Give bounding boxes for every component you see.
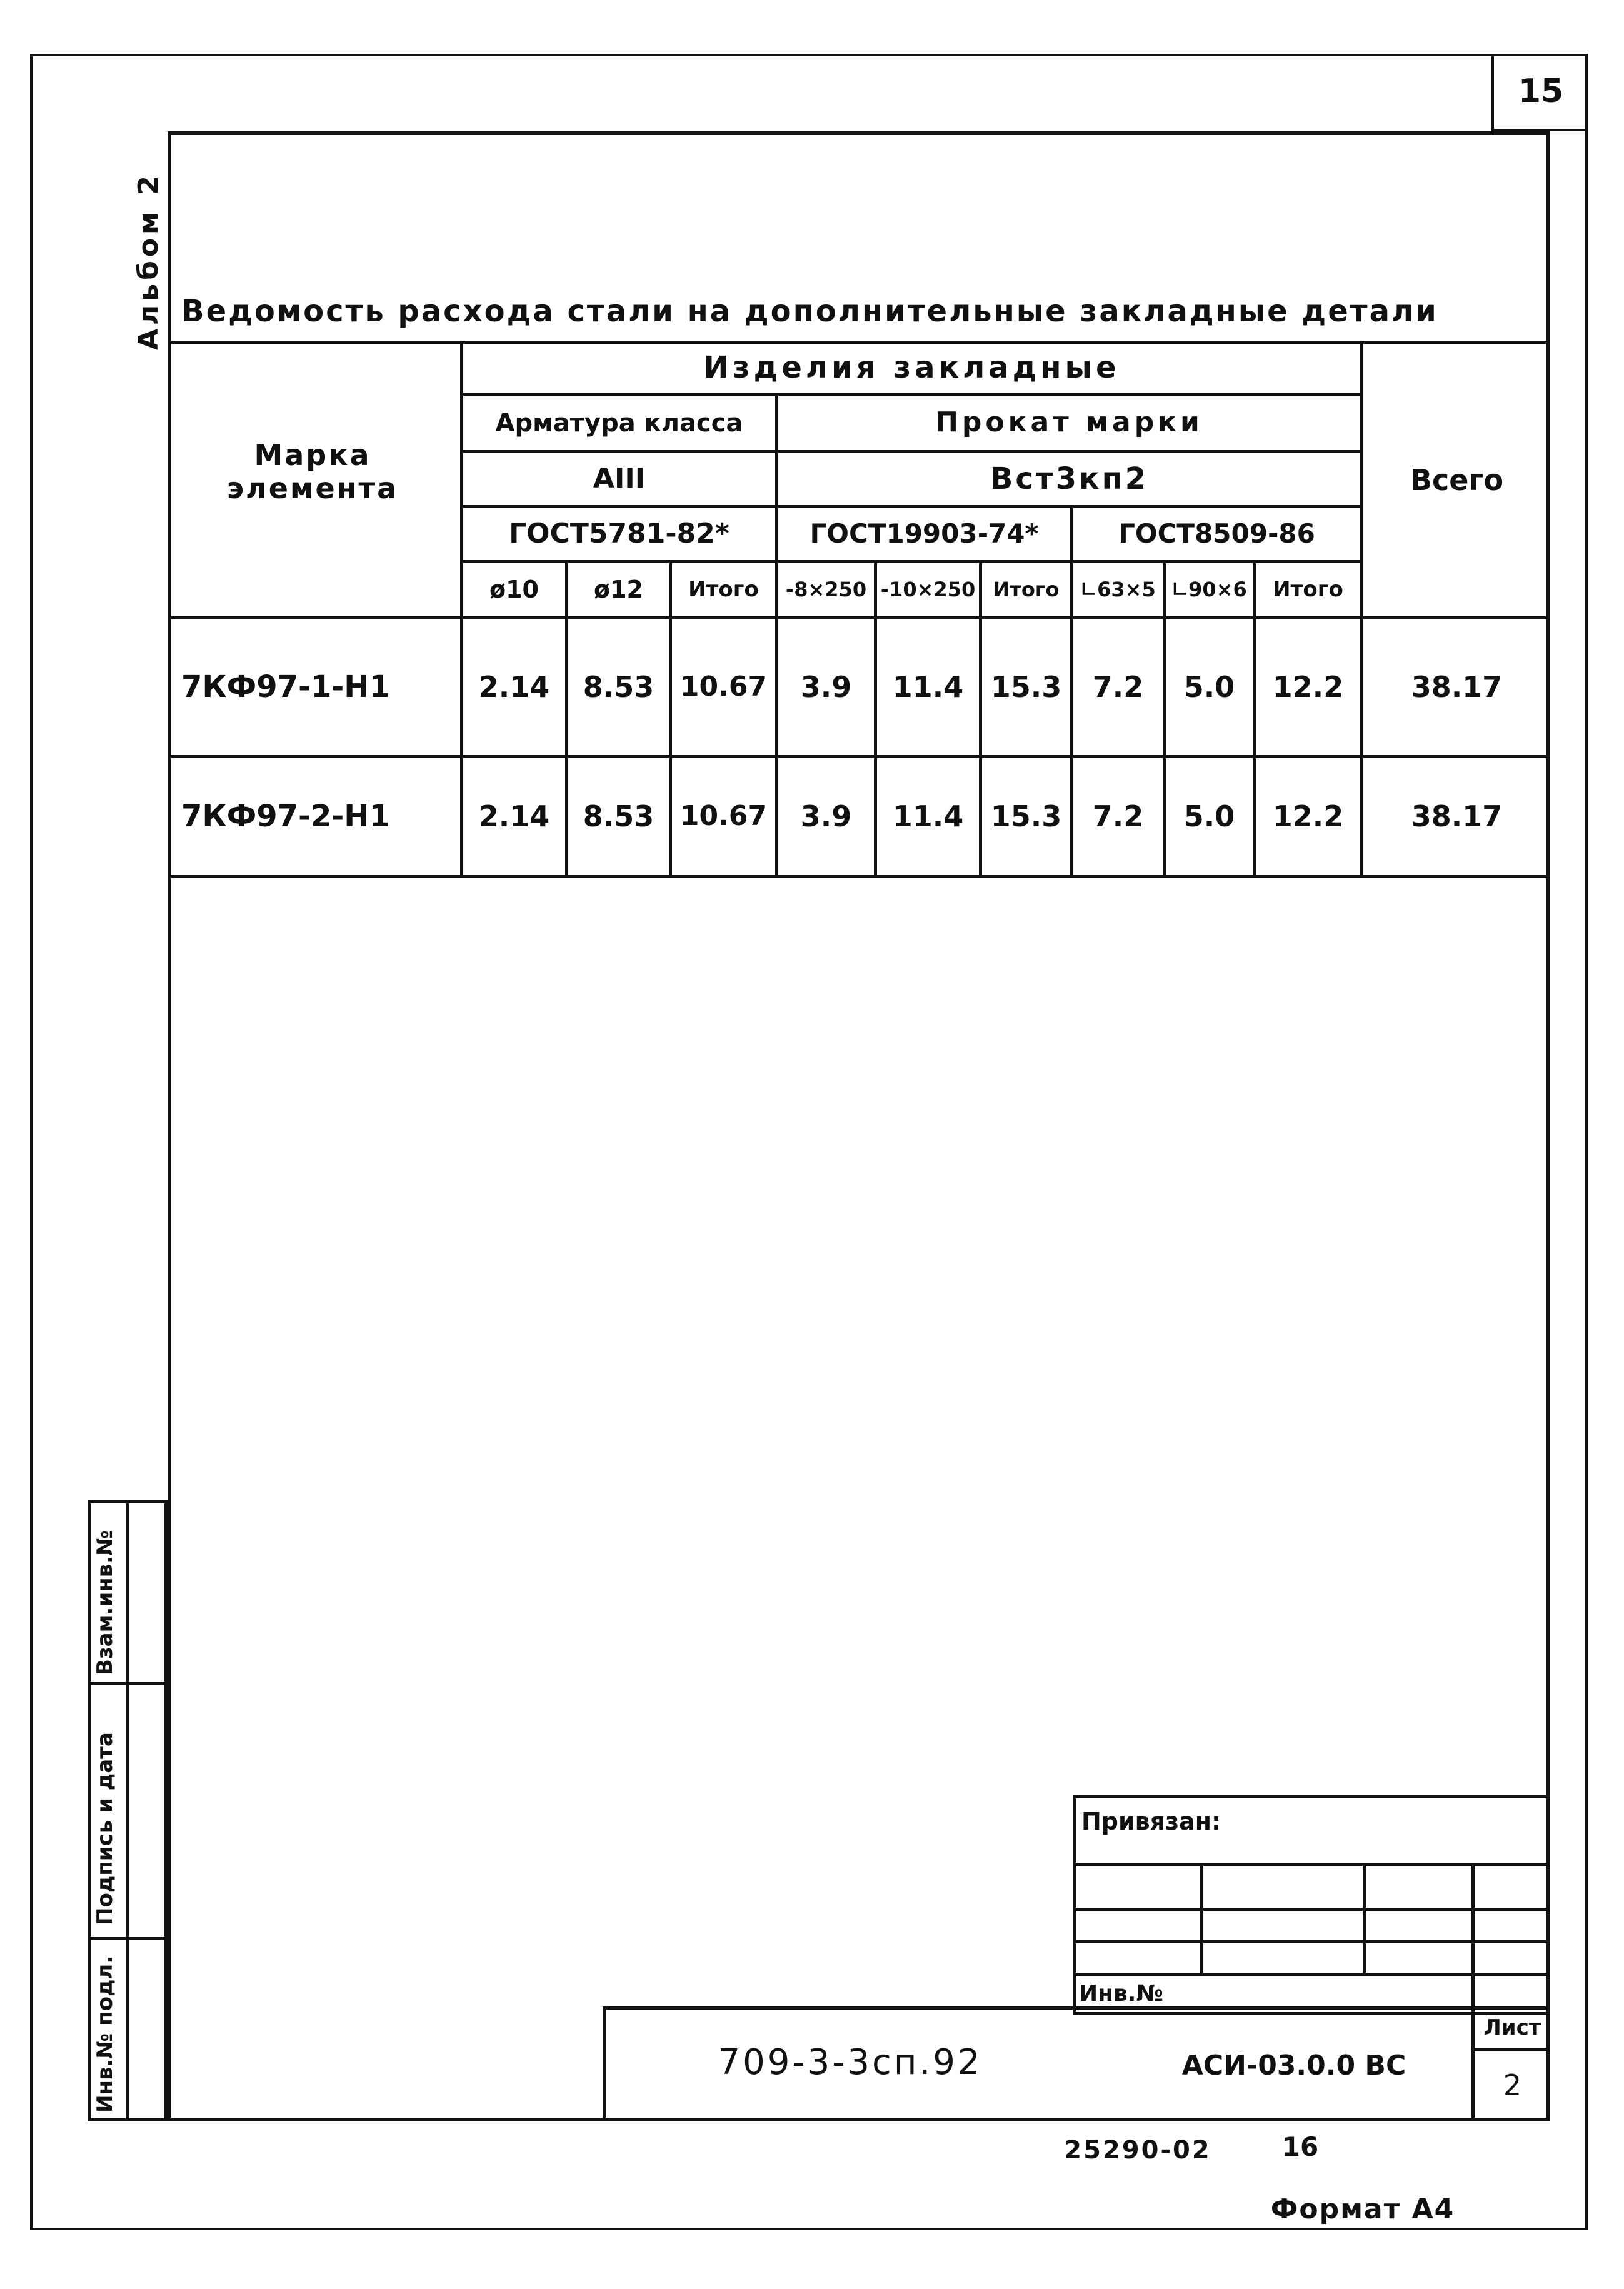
- album-label: Альбом 2: [133, 172, 164, 350]
- table-cell: 12.2: [1272, 799, 1344, 834]
- table-cell: 10.67: [679, 800, 768, 833]
- table-cell: 10.67: [679, 671, 768, 703]
- page-title: Ведомость расхода стали на дополнительные закладные детали: [181, 294, 1438, 329]
- gost-rebar: ГОСТ5781-82*: [509, 518, 729, 550]
- products-header: Изделия закладные: [703, 350, 1120, 386]
- rebar-class-value: АIII: [593, 463, 646, 495]
- binding-label: Привязан:: [1081, 1808, 1221, 1836]
- rolled-header: Прокат марки: [935, 406, 1203, 439]
- table-cell: 11.4: [892, 799, 964, 834]
- archive-number: 25290-02: [1064, 2136, 1211, 2165]
- col-header: ∟90×6: [1171, 578, 1247, 602]
- table-cell: 5.0: [1183, 799, 1235, 834]
- table-cell: 7.2: [1092, 670, 1144, 704]
- stamp-inv-podl: Инв.№ подл.: [93, 1955, 118, 2113]
- document-code: АСИ-03.0.0 ВС: [1181, 2049, 1406, 2081]
- table-cell: 3.9: [800, 799, 852, 834]
- table-cell: 2.14: [478, 670, 550, 704]
- col-header: -8×250: [785, 578, 867, 602]
- table-cell: 5.0: [1183, 670, 1235, 704]
- col-header: Итого: [688, 576, 759, 602]
- footer-page: 16: [1281, 2131, 1319, 2162]
- gost-sheet: ГОСТ19903-74*: [809, 518, 1039, 549]
- col-header: ø12: [594, 575, 643, 603]
- gost-angle: ГОСТ8509-86: [1118, 518, 1315, 549]
- page-number: 15: [1491, 54, 1588, 131]
- binding-inv-no: Инв.№: [1079, 1981, 1163, 2007]
- total-header: Всего: [1410, 463, 1504, 497]
- table-cell: 8.53: [583, 799, 654, 834]
- col-header: ∟63×5: [1080, 578, 1156, 602]
- col-header: ø10: [489, 575, 539, 603]
- mark-header: Марка элемента: [226, 438, 399, 505]
- table-cell: 7.2: [1092, 799, 1144, 834]
- col-header: Итого: [1273, 576, 1343, 602]
- row-total: 38.17: [1411, 799, 1503, 834]
- col-header: -10×250: [880, 578, 976, 602]
- table-cell: 15.3: [990, 670, 1062, 704]
- sheet-number: 2: [1503, 2068, 1522, 2102]
- col-header: Итого: [993, 578, 1060, 602]
- table-cell: 2.14: [478, 799, 550, 834]
- steel-grade: Вст3кп2: [990, 461, 1149, 496]
- row-total: 38.17: [1411, 670, 1503, 704]
- table-cell: 8.53: [583, 670, 654, 704]
- table-cell: 15.3: [990, 799, 1062, 834]
- table-cell: 3.9: [800, 670, 852, 704]
- format-label: Формат А4: [1270, 2193, 1455, 2225]
- sheet-label: Лист: [1483, 2015, 1541, 2041]
- rebar-class-header: Арматура класса: [495, 408, 743, 438]
- stamp-signature-date: Подпись и дата: [93, 1732, 118, 1925]
- project-code: 709-3-3сп.92: [718, 2041, 983, 2083]
- row-mark: 7КФ97-1-Н1: [181, 669, 390, 704]
- table-cell: 11.4: [892, 670, 964, 704]
- table-cell: 12.2: [1272, 670, 1344, 704]
- row-mark: 7КФ97-2-Н1: [181, 798, 390, 834]
- stamp-vzam-inv: Взам.инв.№: [93, 1530, 118, 1675]
